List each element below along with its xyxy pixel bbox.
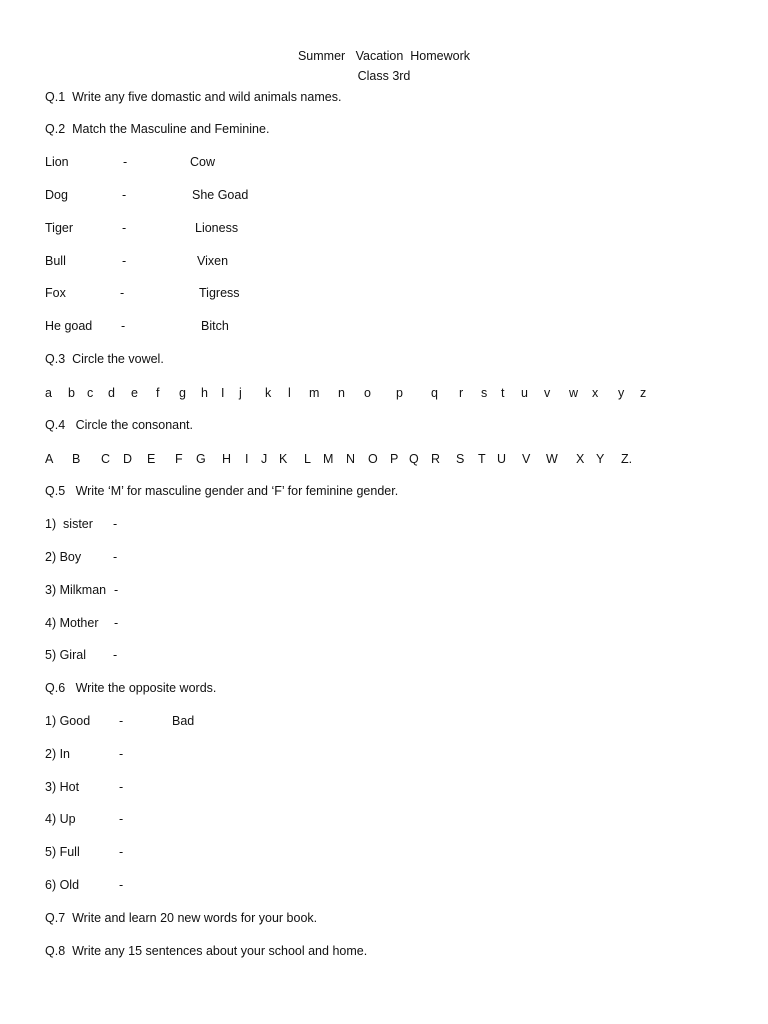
item-dash: -	[114, 583, 119, 597]
opposite-item	[0, 746, 768, 762]
feminine-word: Bitch	[201, 319, 229, 333]
letter: z	[640, 386, 647, 400]
item-label: 2) Boy	[45, 550, 82, 564]
letter: s	[481, 386, 488, 400]
letter: f	[156, 386, 160, 400]
letter: Y	[596, 452, 605, 466]
feminine-word: Tigress	[199, 286, 240, 300]
match-dash: -	[123, 155, 128, 169]
letter: B	[72, 452, 81, 466]
letter: n	[338, 386, 345, 400]
item-dash: -	[114, 616, 119, 630]
feminine-word: Vixen	[197, 254, 229, 268]
match-dash: -	[122, 188, 127, 202]
question-3: Q.3 Circle the vowel.	[45, 352, 164, 366]
letter: E	[147, 452, 156, 466]
match-dash: -	[120, 286, 125, 300]
masculine-word: Lion	[45, 155, 69, 169]
letter: U	[497, 452, 507, 466]
item-label: 3) Hot	[45, 780, 80, 794]
letter: o	[364, 386, 371, 400]
match-row	[0, 154, 768, 170]
item-dash: -	[119, 812, 124, 826]
letter: t	[501, 386, 505, 400]
gender-item	[0, 582, 768, 598]
item-dash: -	[119, 780, 124, 794]
letter: m	[309, 386, 320, 400]
letter: p	[396, 386, 403, 400]
letter: e	[131, 386, 138, 400]
letter: a	[45, 386, 52, 400]
letter: h	[201, 386, 208, 400]
opposite-item	[0, 844, 768, 860]
letter: Z.	[621, 452, 633, 466]
letter: l	[288, 386, 291, 400]
letter: x	[592, 386, 599, 400]
letter: D	[123, 452, 133, 466]
letter: X	[576, 452, 585, 466]
masculine-word: Tiger	[45, 221, 74, 235]
letter: W	[546, 452, 558, 466]
gender-item	[0, 615, 768, 631]
page-title: Summer Vacation Homework	[297, 49, 471, 63]
item-label: 1) Good	[45, 714, 91, 728]
letter: b	[68, 386, 75, 400]
feminine-word: Lioness	[195, 221, 239, 235]
match-row	[0, 253, 768, 269]
letter: G	[196, 452, 206, 466]
match-row	[0, 285, 768, 301]
masculine-word: Dog	[45, 188, 68, 202]
letter: g	[179, 386, 186, 400]
masculine-word: He goad	[45, 319, 93, 333]
letter: d	[108, 386, 115, 400]
opposite-item	[0, 779, 768, 795]
consonant-letter-row	[0, 451, 768, 467]
letter: C	[101, 452, 111, 466]
gender-item	[0, 549, 768, 565]
letter: A	[45, 452, 54, 466]
letter: I	[245, 452, 249, 466]
gender-item	[0, 516, 768, 532]
match-dash: -	[122, 221, 127, 235]
letter: Q	[409, 452, 419, 466]
item-dash: -	[119, 878, 124, 892]
question-4: Q.4 Circle the consonant.	[45, 418, 193, 432]
letter: O	[368, 452, 378, 466]
question-1: Q.1 Write any five domastic and wild animals names.	[45, 90, 342, 104]
letter: P	[390, 452, 399, 466]
question-5: Q.5 Write ‘M’ for masculine gender and ‘F’ for feminine gender.	[45, 484, 399, 498]
opposite-item	[0, 811, 768, 827]
vowel-letter-row	[0, 385, 768, 401]
letter: L	[304, 452, 311, 466]
item-label: 6) Old	[45, 878, 80, 892]
letter: T	[478, 452, 486, 466]
opposite-item	[0, 713, 768, 729]
match-dash: -	[122, 254, 127, 268]
item-dash: -	[119, 845, 124, 859]
masculine-word: Fox	[45, 286, 66, 300]
item-answer: Bad	[172, 714, 195, 728]
question-7: Q.7 Write and learn 20 new words for your book.	[45, 911, 318, 925]
letter: V	[522, 452, 531, 466]
letter: u	[521, 386, 528, 400]
match-row	[0, 318, 768, 334]
letter: I	[221, 386, 225, 400]
letter: v	[544, 386, 551, 400]
letter: N	[346, 452, 356, 466]
feminine-word: Cow	[190, 155, 216, 169]
letter: w	[569, 386, 579, 400]
item-dash: -	[113, 550, 118, 564]
gender-item	[0, 647, 768, 663]
match-row	[0, 220, 768, 236]
item-label: 2) In	[45, 747, 71, 761]
letter: R	[431, 452, 441, 466]
letter: r	[459, 386, 464, 400]
masculine-word: Bull	[45, 254, 66, 268]
match-dash: -	[121, 319, 126, 333]
question-6: Q.6 Write the opposite words.	[45, 681, 217, 695]
letter: H	[222, 452, 232, 466]
item-label: 4) Mother	[45, 616, 99, 630]
question-8: Q.8 Write any 15 sentences about your school and home.	[45, 944, 368, 958]
item-label: 4) Up	[45, 812, 76, 826]
letter: J	[261, 452, 268, 466]
item-label: 3) Milkman	[45, 583, 107, 597]
opposite-item	[0, 877, 768, 893]
match-row	[0, 187, 768, 203]
item-dash: -	[113, 517, 118, 531]
item-label: 5) Giral	[45, 648, 86, 662]
item-dash: -	[119, 714, 124, 728]
feminine-word: She Goad	[192, 188, 249, 202]
letter: k	[265, 386, 272, 400]
letter: c	[87, 386, 94, 400]
item-label: 5) Full	[45, 845, 80, 859]
item-dash: -	[113, 648, 118, 662]
class-subtitle: Class 3rd	[357, 69, 411, 83]
letter: M	[323, 452, 334, 466]
item-label: 1) sister	[45, 517, 93, 531]
letter: K	[279, 452, 288, 466]
letter: S	[456, 452, 465, 466]
letter: q	[431, 386, 438, 400]
item-dash: -	[119, 747, 124, 761]
letter: j	[239, 386, 242, 400]
question-2: Q.2 Match the Masculine and Feminine.	[45, 122, 270, 136]
letter: y	[618, 386, 625, 400]
letter: F	[175, 452, 183, 466]
